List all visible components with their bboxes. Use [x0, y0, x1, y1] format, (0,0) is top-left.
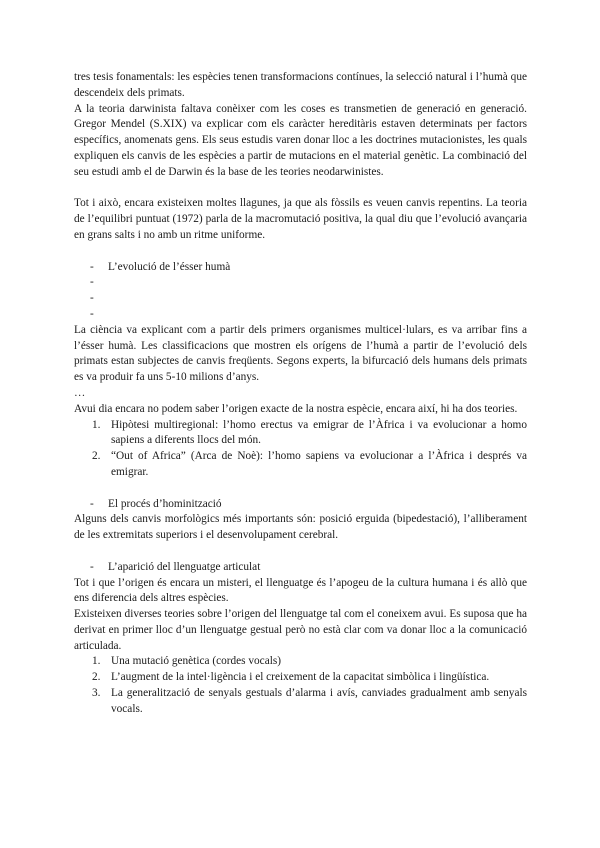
paragraph-language-theories: Existeixen diverses teories sobre l’origen del llenguatge tal com el coneixem avui. Es suposa que ha derivat en primer lloc d’un llenguatge gestual però no està clar com va donar lloc a la comunicació articulada. [74, 608, 527, 652]
list-number: 1. [92, 655, 101, 668]
heading-hominization: - El procés d’hominització [74, 497, 527, 513]
list-number: 2. [92, 450, 101, 463]
list-item-text: L’augment de la intel·ligència i el creixement de la capacitat simbòlica i lingüística. [111, 671, 490, 684]
list-item-text: “Out of Africa” (Arca de Noè): l’homo sapiens va evolucionar a l’Àfrica i després va emigrar. [111, 450, 527, 478]
paragraph-origin-theories: Avui dia encara no podem saber l’origen exacte de la nostra espècie, encara així, hi ha dos teories. [74, 402, 518, 415]
list-item-language-2 [74, 670, 527, 686]
paragraph-darwin-theses: tres tesis fonamentals: les espècies tenen transformacions contínues, la selecció natural i l’humà que descendeix dels primats. [74, 71, 527, 99]
list-item-text: La generalització de senyals gestuals d’alarma i avís, canviades gradualment amb senyals vocals. [111, 687, 527, 715]
paragraph-science-explains: La ciència va explicant com a partir dels primers organismes multicel·lulars, es va arribar fins a l’ésser humà. Les classificacions que mostren els orígens de l’humà a partir de l’evolució dels primats estan subjectes de canvis freqüents. Segons experts, la bifurcació dels humans dels primats es va produir fa uns 5-10 milions d’anys. [74, 323, 527, 384]
list-item-human-evolution: - L’evolució de l’ésser humà [74, 260, 527, 276]
list-item-text: Hipòtesi multiregional: l’homo erectus va emigrar de l’Àfrica i va evolucionar a homo sapiens a diferents llocs del món. [111, 418, 527, 447]
list-item-theory-out-of-africa [74, 449, 527, 481]
document-page [74, 70, 527, 718]
spacer [74, 481, 527, 497]
list-item-language-3 [74, 686, 527, 718]
spacer [74, 544, 527, 560]
list-item-empty [74, 307, 527, 323]
paragraph-language-origin: Tot i que l’origen és encara un misteri, el llenguatge és l’apogeu de la cultura humana i és allò que ens diferencia dels altres espècies. [74, 576, 527, 605]
list-item-text: Una mutació genètica (cordes vocals) [111, 655, 282, 668]
list-number: 2. [92, 671, 101, 684]
paragraph-mendel: A la teoria darwinista faltava conèixer com les coses es transmetien de generació en generació. Gregor Mendel (S.XIX) va explicar com els caràcter hereditàris estaven determinats per factors específics, anomenats gens. Els seus estudis varen donar lloc a les doctrines mutacionistes, les quals expliquen els canvis de les espècies a partir de mutacions en el material genètic. La combinació del seu estudi amb el de Darwin és la base de les teories neodarwinistes. [74, 102, 527, 178]
spacer [74, 244, 527, 260]
list-item-language-1 [74, 654, 527, 670]
list-number: 1. [92, 418, 101, 431]
ellipsis: … [74, 386, 86, 399]
list-item-empty [74, 275, 527, 291]
list-item-theory-multiregional [74, 418, 527, 450]
spacer [74, 181, 527, 197]
list-number: 3. [92, 687, 101, 700]
heading-articulated-language: - L’aparició del llenguatge articulat [74, 560, 527, 576]
paragraph-punctuated-equilibrium: Tot i això, encara existeixen moltes llagunes, ja que als fòssils es veuen canvis repentins. La teoria de l’equilibri puntuat (1972) parla de la macromutació positiva, la qual diu que l’evolució avançaria en grans salts i no amb un ritme uniforme. [74, 197, 527, 241]
list-item-empty [74, 291, 527, 307]
paragraph-morphological-changes: Alguns dels canvis morfològics més importants són: posició erguida (bipedestació), l’alliberament de les extremitats superiors i el desenvolupament cerebral. [74, 513, 527, 542]
